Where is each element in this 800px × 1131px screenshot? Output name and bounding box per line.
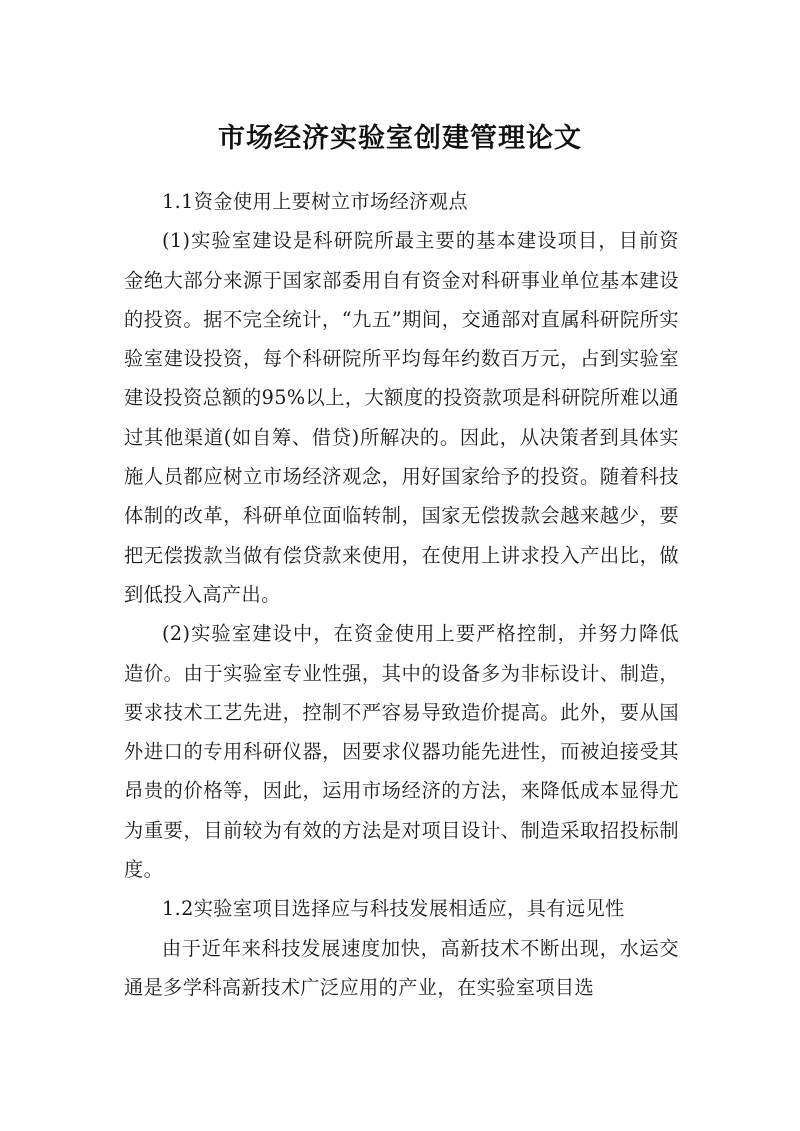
paragraph-2: (2)实验室建设中，在资金使用上要严格控制，并努力降低造价。由于实验室专业性强，其中的设备多为非标设计、制造，要求技术工艺先进，控制不严容易导致造价提高。此外，要从国外进口的专用科研仪器，因要求仪器功能先进性，而被迫接受其昂贵的价格等，因此，运用市场经济的方法，来降低成本显得尤为重要，目前较为有效的方法是对项目设计、制造采取招投标制度。 [124,622,679,882]
section-heading-1-1: 1.1资金使用上要树立市场经济观点 [162,190,468,213]
section-heading-1-2: 1.2实验室项目选择应与科技发展相适应，具有远见性 [162,897,625,921]
document-title: 市场经济实验室创建管理论文 [218,123,582,155]
paragraph-3: 由于近年来科技发展速度加快，高新技术不断出现，水运交通是多学科高新技术广泛应用的产业，在实验室项目选 [124,936,679,999]
document-body [124,182,679,1007]
paragraph-1: (1)实验室建设是科研院所最主要的基本建设项目，目前资金绝大部分来源于国家部委用自有资金对科研事业单位基本建设的投资。据不完全统计，“九五”期间，交通部对直属科研院所实验室建设投资，每个科研院所平均每年约数百万元，占到实验室建设投资总额的95%以上，大额度的投资款项是科研院所难以通过其他渠道(如自筹、借贷)所解决的。因此，从决策者到具体实施人员都应树立市场经济观念，用好国家给予的投资。随着科技体制的改革，科研单位面临转制，国家无偿拨款会越来越少，要把无偿拨款当做有偿贷款来使用，在使用上讲求投入产出比，做到低投入高产出。 [124,229,679,606]
